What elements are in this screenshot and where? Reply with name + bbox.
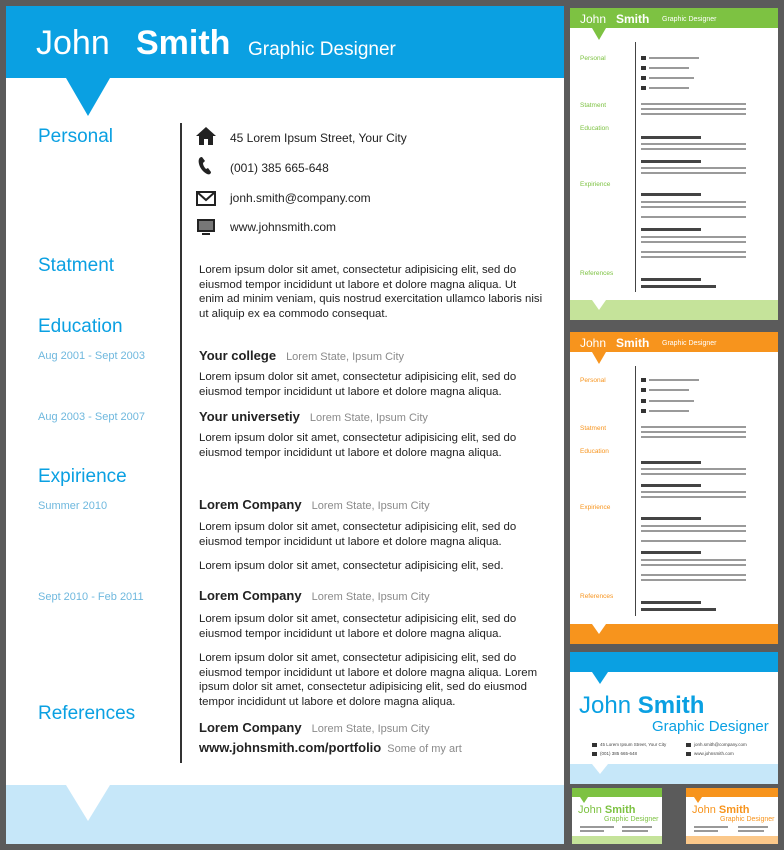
preview-footer	[570, 624, 778, 644]
contact-address: 45 Lorem Ipsum Street, Your City	[230, 131, 407, 145]
text-line	[580, 826, 614, 828]
text-line	[738, 826, 768, 828]
preview-header	[570, 8, 778, 28]
card-address: 45 Lorem Ipsum Street, Your City	[600, 742, 667, 747]
text-line	[641, 256, 746, 258]
reference-location: Lorem State, Ipsum City	[311, 723, 430, 735]
preview-first-name: John	[580, 336, 607, 350]
home-icon	[641, 378, 646, 382]
text-line	[641, 136, 701, 139]
card-name	[692, 804, 749, 816]
preview-section: Education	[580, 448, 609, 455]
experience-text-1b: Lorem ipsum dolor sit amet, consectetur adipisicing elit, sed.	[199, 560, 504, 572]
preview-last-name: Smith	[616, 336, 650, 350]
text-line	[641, 278, 701, 281]
footer-pointer	[592, 624, 606, 634]
job-title: Graphic Designer	[248, 39, 396, 60]
card-first-name: John	[579, 692, 632, 719]
home-icon	[592, 743, 597, 747]
school-location: Lorem State, Ipsum City	[309, 412, 428, 424]
text-line	[694, 830, 718, 832]
header-pointer	[66, 78, 110, 116]
text-line	[641, 160, 701, 163]
preview-last-name: Smith	[616, 12, 650, 26]
company-location: Lorem State, Ipsum City	[311, 500, 430, 512]
section-personal: Personal	[38, 126, 113, 147]
text-line	[641, 517, 701, 520]
preview-footer	[570, 300, 778, 320]
text-line	[641, 574, 746, 576]
text-line	[641, 201, 746, 203]
card-footer	[572, 836, 662, 844]
text-line	[649, 400, 694, 402]
education-text-1: Lorem ipsum dolor sit amet, consectetur adipisicing elit, sed do eiusmod tempor incididunt ut labore et dolore magna aliqua.	[199, 371, 517, 398]
card-job-title: Graphic Designer	[720, 816, 775, 823]
card-phone: (001) 385 665-648	[600, 751, 638, 756]
section-statement: Statment	[38, 255, 115, 276]
text-line	[649, 410, 689, 412]
card-website: www.johnsmith.com	[694, 751, 734, 756]
experience-date-1: Summer 2010	[38, 500, 108, 512]
experience-text-1a: Lorem ipsum dolor sit amet, consectetur adipisicing elit, sed do eiusmod tempor incididunt ut labore et dolore magna aliqua.	[199, 521, 517, 548]
text-line	[641, 108, 746, 110]
card-pointer	[694, 797, 702, 803]
text-line	[641, 426, 746, 428]
home-icon	[195, 126, 217, 146]
monitor-icon	[195, 217, 217, 237]
text-line	[641, 551, 701, 554]
text-line	[641, 193, 701, 196]
company-name: Lorem Company	[199, 497, 302, 512]
text-line	[641, 468, 746, 470]
business-card-orange[interactable]	[686, 788, 778, 844]
envelope-icon	[195, 188, 217, 208]
text-line	[641, 206, 746, 208]
text-line	[641, 431, 746, 433]
school-location: Lorem State, Ipsum City	[286, 351, 405, 363]
text-line	[641, 167, 746, 169]
text-line	[649, 57, 699, 59]
portfolio-note: Some of my art	[387, 743, 462, 755]
text-line	[649, 77, 694, 79]
card-footer-pointer	[592, 764, 608, 774]
preview-section: Personal	[580, 377, 606, 384]
text-line	[641, 525, 746, 527]
card-last-name: Smith	[637, 692, 705, 719]
text-line	[649, 67, 689, 69]
text-line	[641, 608, 716, 611]
experience-text-2a: Lorem ipsum dolor sit amet, consectetur adipisicing elit, sed do eiusmod tempor incididunt ut labore et dolore magna aliqua.	[199, 613, 517, 640]
company-location: Lorem State, Ipsum City	[311, 591, 430, 603]
portfolio-line	[199, 740, 462, 755]
preview-section: Statment	[580, 102, 607, 109]
text-line	[641, 216, 746, 218]
resume-page	[6, 6, 564, 844]
text-line	[641, 143, 746, 145]
card-job-title: Graphic Designer	[652, 718, 769, 735]
preview-section: References	[580, 270, 614, 277]
resume-header	[6, 6, 564, 78]
phone-icon	[592, 752, 597, 756]
text-line	[641, 148, 746, 150]
education-date-1: Aug 2001 - Sept 2003	[38, 350, 146, 362]
text-line	[738, 830, 764, 832]
text-line	[694, 826, 728, 828]
experience-entry-2	[199, 588, 430, 603]
phone-icon	[195, 156, 217, 176]
phone-icon	[641, 66, 646, 70]
text-line	[641, 236, 746, 238]
preview-green[interactable]	[570, 8, 778, 320]
card-header	[570, 652, 778, 672]
preview-pointer	[592, 28, 606, 40]
text-line	[641, 113, 746, 115]
preview-section: References	[580, 593, 614, 600]
text-line	[641, 530, 746, 532]
card-email: jonh.smith@company.com	[694, 742, 747, 747]
text-line	[641, 496, 746, 498]
section-experience: Expirience	[38, 466, 127, 487]
card-pointer	[592, 672, 608, 684]
experience-entry-1	[199, 497, 430, 512]
text-line	[641, 559, 746, 561]
business-card-green[interactable]	[572, 788, 662, 844]
monitor-icon	[641, 86, 646, 90]
home-icon	[641, 56, 646, 60]
experience-text-2b: Lorem ipsum dolor sit amet, consectetur adipisicing elit, sed do eiusmod tempor incididunt ut labore et dolore magna aliqua. Lorem ipsum dolor sit amet, consectetur adipisicing elit, sed do eiusmod tempor incididunt ut labore et dolore magna aliqua.	[199, 652, 538, 708]
monitor-icon	[686, 752, 691, 756]
text-line	[649, 87, 689, 89]
preview-section: Education	[580, 125, 609, 132]
text-line	[641, 285, 716, 288]
text-line	[641, 241, 746, 243]
card-footer	[686, 836, 778, 844]
preview-divider	[635, 366, 636, 616]
preview-header	[570, 332, 778, 352]
preview-job-title: Graphic Designer	[662, 340, 717, 347]
education-entry-1	[199, 348, 404, 363]
business-card-blue[interactable]	[570, 652, 778, 784]
text-line	[641, 564, 746, 566]
preview-orange[interactable]	[570, 332, 778, 644]
resume-footer	[6, 785, 564, 844]
contact-phone: (001) 385 665-648	[230, 161, 329, 175]
school-name: Your college	[199, 348, 277, 363]
education-text-2: Lorem ipsum dolor sit amet, consectetur adipisicing elit, sed do eiusmod tempor incididunt ut labore et dolore magna aliqua.	[199, 432, 517, 459]
text-line	[641, 436, 746, 438]
reference-company: Lorem Company	[199, 720, 302, 735]
card-name	[579, 692, 704, 720]
preview-pointer	[592, 352, 606, 364]
preview-section: Statment	[580, 425, 607, 432]
education-date-2: Aug 2003 - Sept 2007	[38, 411, 146, 423]
text-line	[641, 251, 746, 253]
card-job-title: Graphic Designer	[604, 816, 659, 823]
monitor-icon	[641, 409, 646, 413]
footer-pointer	[66, 785, 110, 821]
preview-section: Expirience	[580, 504, 611, 511]
first-name: John	[36, 24, 110, 62]
text-line	[641, 540, 746, 542]
reference-entry	[199, 720, 430, 735]
contact-email: jonh.smith@company.com	[230, 191, 371, 205]
card-first-name: John	[578, 804, 602, 816]
text-line	[641, 461, 701, 464]
envelope-icon	[641, 399, 646, 403]
card-last-name: Smith	[604, 804, 636, 816]
portfolio-link[interactable]: www.johnsmith.com/portfolio	[199, 740, 382, 755]
section-references: References	[38, 703, 136, 724]
text-line	[641, 172, 746, 174]
text-line	[641, 228, 701, 231]
preview-section: Expirience	[580, 181, 611, 188]
card-last-name: Smith	[718, 804, 750, 816]
education-entry-2	[199, 409, 428, 424]
text-line	[622, 830, 648, 832]
statement-text: Lorem ipsum dolor sit amet, consectetur adipisicing elit, sed do eiusmod tempor incididunt ut labore et dolore magna aliqua. Ut enim ad minim veniam, quis nostrud exercitation ullamco laboris nisi ut aliquip ex ea commodo consequat.	[199, 264, 543, 320]
text-line	[641, 103, 746, 105]
card-header	[686, 788, 778, 797]
preview-first-name: John	[580, 12, 607, 26]
text-line	[649, 379, 699, 381]
card-first-name: John	[692, 804, 716, 816]
text-line	[641, 491, 746, 493]
text-line	[641, 484, 701, 487]
school-name: Your universetiy	[199, 409, 300, 424]
envelope-icon	[686, 743, 691, 747]
phone-icon	[641, 388, 646, 392]
text-line	[649, 389, 689, 391]
card-header	[572, 788, 662, 797]
column-divider	[180, 123, 182, 763]
preview-divider	[635, 42, 636, 292]
preview-job-title: Graphic Designer	[662, 16, 717, 23]
text-line	[641, 579, 746, 581]
text-line	[622, 826, 652, 828]
text-line	[580, 830, 604, 832]
text-line	[641, 601, 701, 604]
contact-website: www.johnsmith.com	[230, 220, 337, 234]
envelope-icon	[641, 76, 646, 80]
card-name	[578, 804, 635, 816]
experience-date-2: Sept 2010 - Feb 2011	[38, 591, 144, 603]
card-pointer	[580, 797, 588, 803]
text-line	[641, 473, 746, 475]
footer-pointer	[592, 300, 606, 310]
section-education: Education	[38, 316, 123, 337]
company-name: Lorem Company	[199, 588, 302, 603]
last-name: Smith	[136, 24, 231, 62]
preview-section: Personal	[580, 55, 606, 62]
